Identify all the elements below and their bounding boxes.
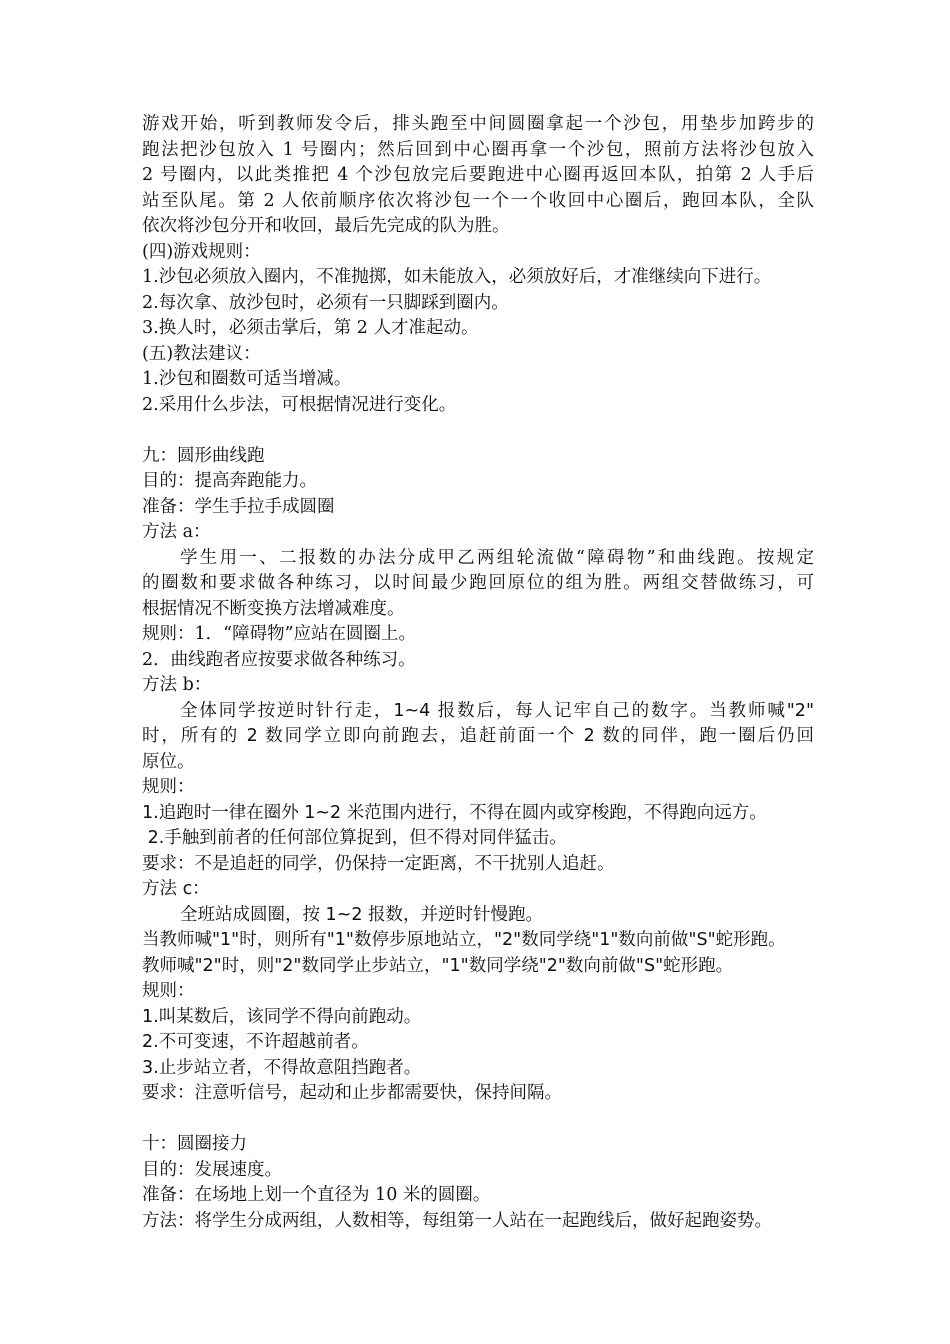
document-body bbox=[142, 112, 814, 1234]
paragraph-line: 时，所有的 2 数同学立即向前跑去，追赶前面一个 2 数的同伴，跑一圈后仍回 bbox=[142, 726, 814, 746]
paragraph-line: 的圈数和要求做各种练习，以时间最少跑回原位的组为胜。两组交替做练习，可 bbox=[142, 573, 814, 593]
rule-item: 1.沙包必须放入圈内，不准抛掷，如未能放入，必须放好后，才准继续向下进行。 bbox=[142, 267, 772, 287]
game-goal: 目的：提高奔跑能力。 bbox=[142, 471, 317, 491]
paragraph-line: 依次将沙包分开和收回，最后先完成的队为胜。 bbox=[142, 216, 510, 236]
paragraph-line: 跑法把沙包放入 1 号圈内；然后回到中心圈再拿一个沙包，照前方法将沙包放入 bbox=[142, 139, 814, 160]
paragraph-line: 游戏开始，听到教师发令后，排头跑至中间圆圈拿起一个沙包，用垫步加跨步的 bbox=[142, 114, 814, 134]
game-title: 十：圆圈接力 bbox=[142, 1134, 247, 1154]
method-label: 方法 b： bbox=[142, 675, 212, 695]
rule-item: 1.追跑时一律在圈外 1~2 米范围内进行，不得在圆内或穿梭跑，不得跑向远方。 bbox=[142, 802, 767, 823]
rule-item: 1.叫某数后，该同学不得向前跑动。 bbox=[142, 1006, 422, 1027]
paragraph-line: 学生用一、二报数的办法分成甲乙两组轮流做“障碍物”和曲线跑。按规定 bbox=[180, 547, 814, 568]
rules-heading: 规则： bbox=[142, 981, 195, 1001]
requirement: 要求：注意听信号，起动和止步都需要快，保持间隔。 bbox=[142, 1083, 562, 1103]
paragraph-line: 2 号圈内，以此类推把 4 个沙包放完后要跑进中心圈再返回本队，拍第 2 人手后 bbox=[142, 165, 814, 185]
game-title: 九：圆形曲线跑 bbox=[142, 445, 265, 466]
method-label: 方法 a： bbox=[142, 522, 211, 542]
rule-item: 2．曲线跑者应按要求做各种练习。 bbox=[142, 649, 416, 670]
rule-item: 3.换人时，必须击掌后，第 2 人才准起动。 bbox=[142, 318, 479, 338]
blank-line bbox=[142, 1107, 814, 1133]
method-label: 方法 c： bbox=[142, 879, 210, 899]
paragraph-line: 教师喊"2"时，则"2"数同学止步站立，"1"数同学绕"2"数向前做"S"蛇形跑。 bbox=[142, 955, 734, 976]
paragraph-line: 全体同学按逆时针行走，1~4 报数后，每人记牢自己的数字。当教师喊"2" bbox=[180, 700, 814, 721]
paragraph-line: 当教师喊"1"时，则所有"1"数停步原地站立，"2"数同学绕"1"数向前做"S"蛇形跑。 bbox=[142, 930, 786, 950]
paragraph-line: 站至队尾。第 2 人依前顺序依次将沙包一个一个收回中心圈后，跑回本队，全队 bbox=[142, 190, 814, 211]
section-heading: (四)游戏规则： bbox=[142, 241, 261, 262]
paragraph-line: 根据情况不断变换方法增减难度。 bbox=[142, 598, 405, 619]
advice-item: 1.沙包和圈数可适当增减。 bbox=[142, 369, 352, 389]
rule-item: 2.手触到前者的任何部位算捉到，但不得对同伴猛击。 bbox=[142, 828, 567, 848]
rule-item: 2.每次拿、放沙包时，必须有一只脚踩到圈内。 bbox=[142, 292, 509, 313]
paragraph-line: 原位。 bbox=[142, 751, 195, 772]
game-goal: 目的：发展速度。 bbox=[142, 1159, 282, 1180]
section-heading: (五)教法建议： bbox=[142, 343, 261, 364]
rules-heading: 规则： bbox=[142, 777, 195, 797]
game-prep: 准备：学生手拉手成圆圈 bbox=[142, 496, 335, 517]
game-method: 方法：将学生分成两组，人数相等，每组第一人站在一起跑线后，做好起跑姿势。 bbox=[142, 1210, 772, 1231]
advice-item: 2.采用什么步法，可根据情况进行变化。 bbox=[142, 394, 457, 415]
blank-line bbox=[142, 418, 814, 444]
requirement: 要求：不是追赶的同学，仍保持一定距离，不干扰别人追赶。 bbox=[142, 853, 615, 874]
rule-item: 3.止步站立者，不得故意阻挡跑者。 bbox=[142, 1057, 422, 1078]
rule-item: 规则：1．“障碍物”应站在圆圈上。 bbox=[142, 624, 417, 644]
paragraph-line: 全班站成圆圈，按 1~2 报数，并逆时针慢跑。 bbox=[180, 904, 544, 925]
game-prep: 准备：在场地上划一个直径为 10 米的圆圈。 bbox=[142, 1185, 491, 1205]
rule-item: 2.不可变速，不许超越前者。 bbox=[142, 1032, 369, 1052]
